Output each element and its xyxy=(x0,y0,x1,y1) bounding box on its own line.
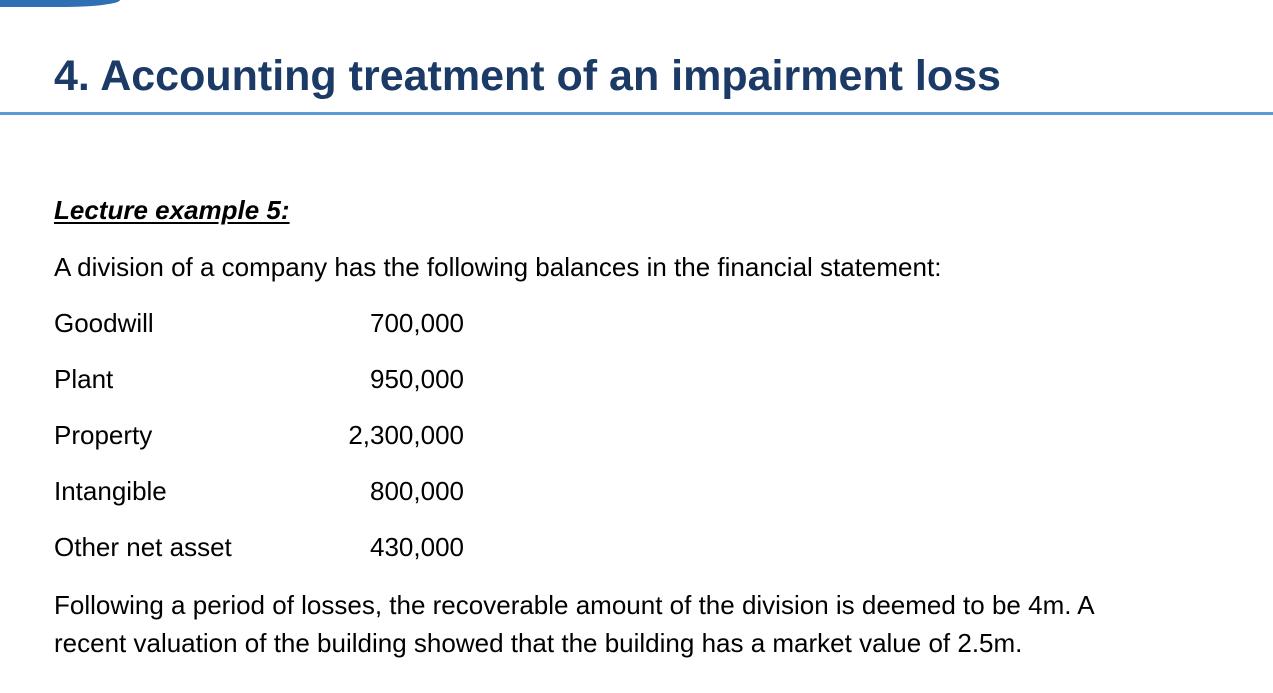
balance-row-intangible xyxy=(54,475,474,531)
balances-table xyxy=(54,307,474,587)
balance-value: 700,000 xyxy=(370,308,464,338)
balance-label: Property xyxy=(54,420,153,450)
conclusion-line-1: Following a period of losses, the recoverable amount of the division is deemed to be 4m. A xyxy=(54,590,1095,620)
balance-row-plant xyxy=(54,363,474,419)
balance-value: 950,000 xyxy=(370,364,464,394)
example-heading: Lecture example 5: xyxy=(54,195,290,225)
balance-label: Intangible xyxy=(54,476,167,506)
balance-label: Other net asset xyxy=(54,532,232,562)
balance-label: Goodwill xyxy=(54,308,154,338)
balance-row-goodwill xyxy=(54,307,474,363)
balance-row-property xyxy=(54,419,474,475)
page-title: 4. Accounting treatment of an impairment loss xyxy=(54,52,1001,100)
conclusion-line-2: recent valuation of the building showed that the building has a market value of 2.5m. xyxy=(54,628,1023,658)
conclusion-paragraph xyxy=(54,586,1264,662)
title-divider xyxy=(0,112,1273,115)
balance-value: 2,300,000 xyxy=(348,420,464,450)
balance-label: Plant xyxy=(54,364,114,394)
balance-value: 800,000 xyxy=(370,476,464,506)
balance-row-other-net-asset xyxy=(54,531,474,587)
intro-paragraph: A division of a company has the following balances in the financial statement: xyxy=(54,252,942,282)
balance-value: 430,000 xyxy=(370,532,464,562)
corner-accent-shape xyxy=(0,0,120,7)
